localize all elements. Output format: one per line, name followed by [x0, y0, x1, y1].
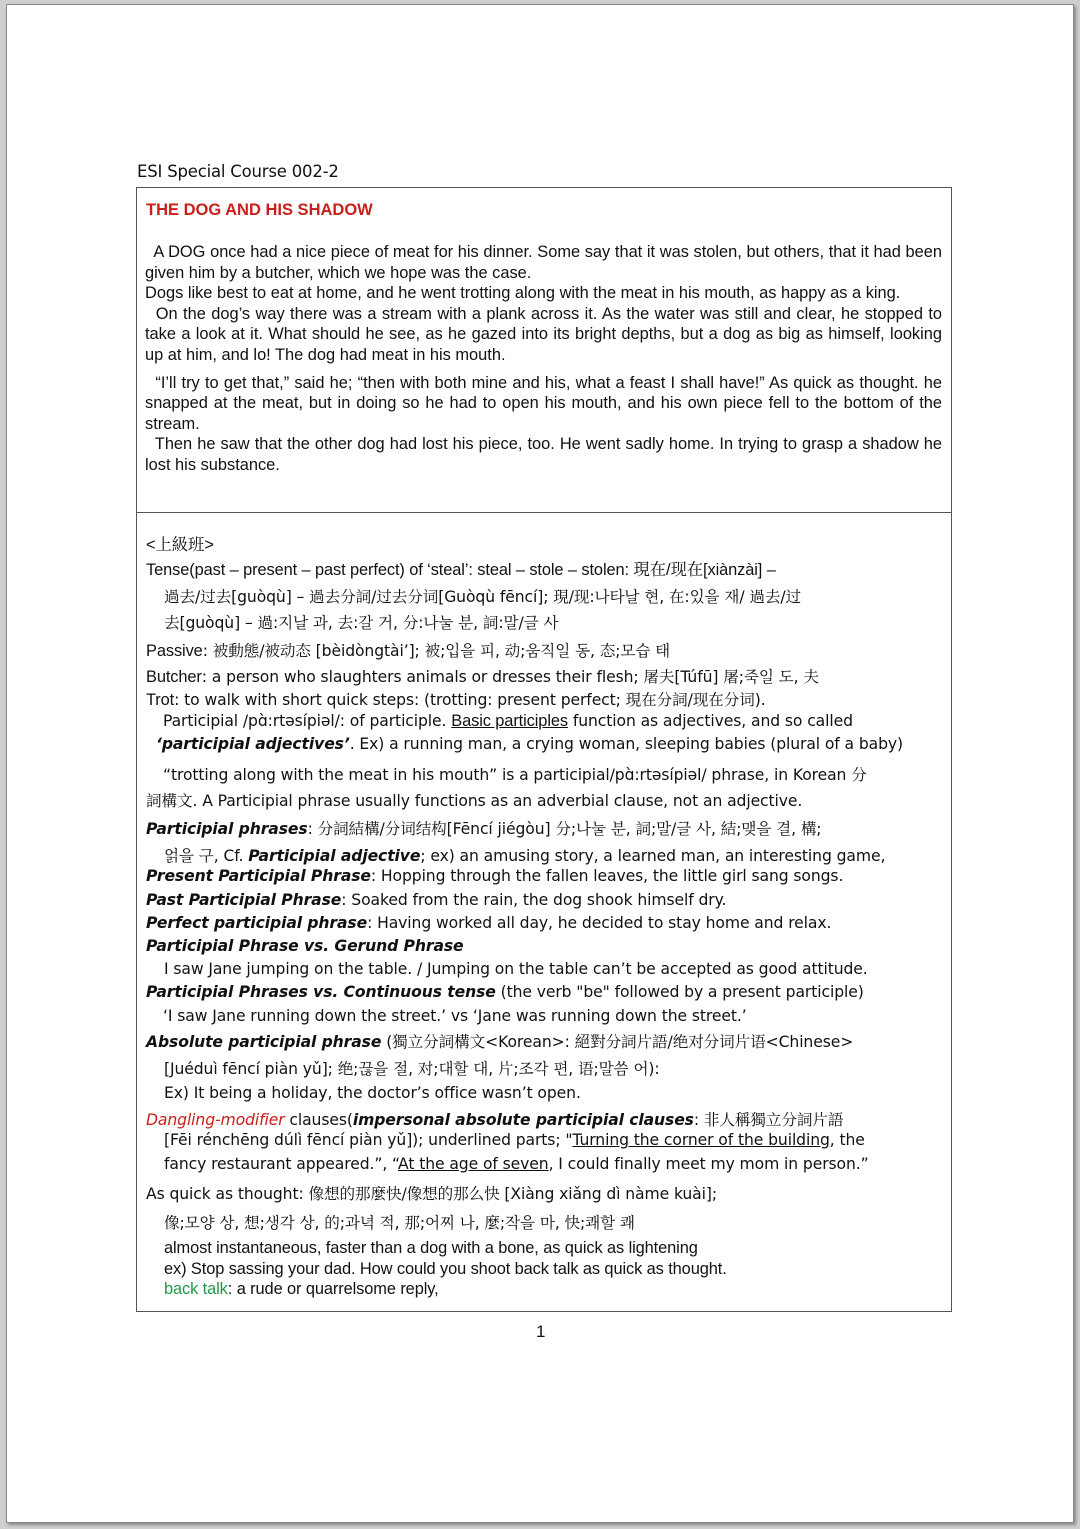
note-line-perfect-participial: Perfect participial phrase: Having worked all day, he decided to stay home and relax. [146, 914, 832, 932]
note-line: fancy restaurant appeared.”, “At the age of seven, I could finally meet my mom in person.” [164, 1155, 869, 1173]
story-paragraph: A DOG once had a nice piece of meat for his dinner. Some say that it was stolen, but others, that it had been given him by a butcher, which we hope was the case. [145, 243, 942, 282]
page-number: 1 [536, 1322, 546, 1341]
notes-level-heading: <上級班> [146, 536, 214, 554]
note-line: 얽을 구, Cf. Participial adjective; ex) an amusing story, a learned man, an interesting game, [164, 847, 886, 865]
note-line: [Juéduì fēncí piàn yǔ]; 绝;끊을 절, 对;대할 대, 片;조각 편, 语;말씀 어): [164, 1060, 660, 1078]
note-line: Ex) It being a holiday, the doctor’s office wasn’t open. [164, 1084, 581, 1102]
story-title: THE DOG AND HIS SHADOW [146, 201, 373, 219]
note-line: ‘participial adjectives’. Ex) a running man, a crying woman, sleeping babies (plural of a baby) [156, 735, 904, 753]
note-line: “trotting along with the meat in his mouth” is a participial/pɑ̀:rtəsípiəl/ phrase, in Korean 分 [163, 766, 867, 784]
note-line: 像;모양 상, 想;생각 상, 的;과녁 적, 那;어찌 나, 麼;작을 마, 快;쾌할 쾌 [164, 1214, 635, 1232]
note-line-dangling: Dangling-modifier clauses(impersonal absolute participial clauses: 非人稱獨立分詞片語 [146, 1111, 844, 1129]
note-line: almost instantaneous, faster than a dog with a bone, as quick as lightening [164, 1239, 698, 1257]
note-line: 過去/过去[guòqù] – 過去分詞/过去分词[Guòqù fēncí]; 現/现:나타날 현, 在:있을 재/ 過去/过 [164, 588, 801, 606]
note-line-absolute: Absolute participial phrase (獨立分詞構文<Korean>: 絕對分詞片語/绝对分词片语<Chinese> [146, 1033, 854, 1051]
note-line-trot: Trot: to walk with short quick steps: (trotting: present perfect; 現在分詞/现在分词). [146, 691, 766, 709]
course-header: ESI Special Course 002-2 [137, 162, 339, 181]
note-line-passive: Passive: 被動態/被动态 [bèidòngtài’]; 被;입을 피, 动;움직일 동, 态;모습 태 [146, 642, 671, 660]
note-line: Tense(past – present – past perfect) of ‘steal’: steal – stole – stolen: 現在/现在[xiànzài] – [146, 561, 776, 579]
story-paragraph: “I’ll try to get that,” said he; “then with both mine and his, what a feast I shall have!” As quick as thought. he snapped at the meat, but in doing so he had to open his mouth, and his own piece fell to the bottom of the stream. [145, 373, 942, 433]
note-line-participial-phrases: Participial phrases: 分詞結構/分词结构[Fēncí jiégòu] 分;나눌 분, 詞;말/글 사, 結;맺을 결, 構; [146, 820, 822, 838]
notes-box [136, 512, 952, 1312]
note-line-quick: As quick as thought: 像想的那麼快/像想的那么快 [Xiàng xiǎng dì nàme kuài]; [146, 1185, 717, 1203]
note-line-back-talk: back talk: a rude or quarrelsome reply, [164, 1280, 439, 1298]
note-line: ‘I saw Jane running down the street.’ vs ‘Jane was running down the street.’ [163, 1007, 747, 1025]
note-line: 去[guòqù] – 過:지날 과, 去:갈 거, 分:나눌 분, 詞:말/글 사 [164, 614, 559, 632]
note-line: ex) Stop sassing your dad. How could you shoot back talk as quick as thought. [164, 1260, 727, 1278]
note-line-present-participial: Present Participial Phrase: Hopping through the fallen leaves, the little girl sang songs. [146, 867, 844, 885]
note-line-past-participial: Past Participial Phrase: Soaked from the rain, the dog shook himself dry. [146, 891, 727, 909]
note-line: 詞構文. A Participial phrase usually functions as an adverbial clause, not an adjective. [146, 792, 803, 810]
story-box [136, 187, 952, 513]
note-line-continuous: Participial Phrases vs. Continuous tense (the verb "be" followed by a present participle) [146, 983, 864, 1001]
story-paragraph: Then he saw that the other dog had lost his piece, too. He went sadly home. In trying to grasp a shadow he lost his substance. [145, 435, 942, 474]
note-line: I saw Jane jumping on the table. / Jumping on the table can’t be accepted as good attitude. [164, 960, 868, 978]
note-heading-gerund: Participial Phrase vs. Gerund Phrase [146, 937, 464, 955]
note-line-butcher: Butcher: a person who slaughters animals or dresses their flesh; 屠夫[Túfū] 屠;죽일 도, 夫 [146, 668, 819, 686]
note-line-participial: Participial /pɑ̀:rtəsípiəl/: of participle. Basic participles function as adjectives, and so called [163, 712, 853, 730]
story-paragraph: On the dog’s way there was a stream with a plank across it. As the water was still and clear, he stopped to take a look at it. What should he see, as he gazed into its bright depths, but a dog as big as himself, looking up at him, and lo! The dog had meat in his mouth. [145, 304, 942, 364]
story-text [145, 242, 942, 476]
story-paragraph: Dogs like best to eat at home, and he went trotting along with the meat in his mouth, as happy as a king. [145, 284, 901, 303]
note-line: [Fēi rénchēng dúlì fēncí piàn yǔ]); underlined parts; "Turning the corner of the building, the [164, 1131, 865, 1149]
